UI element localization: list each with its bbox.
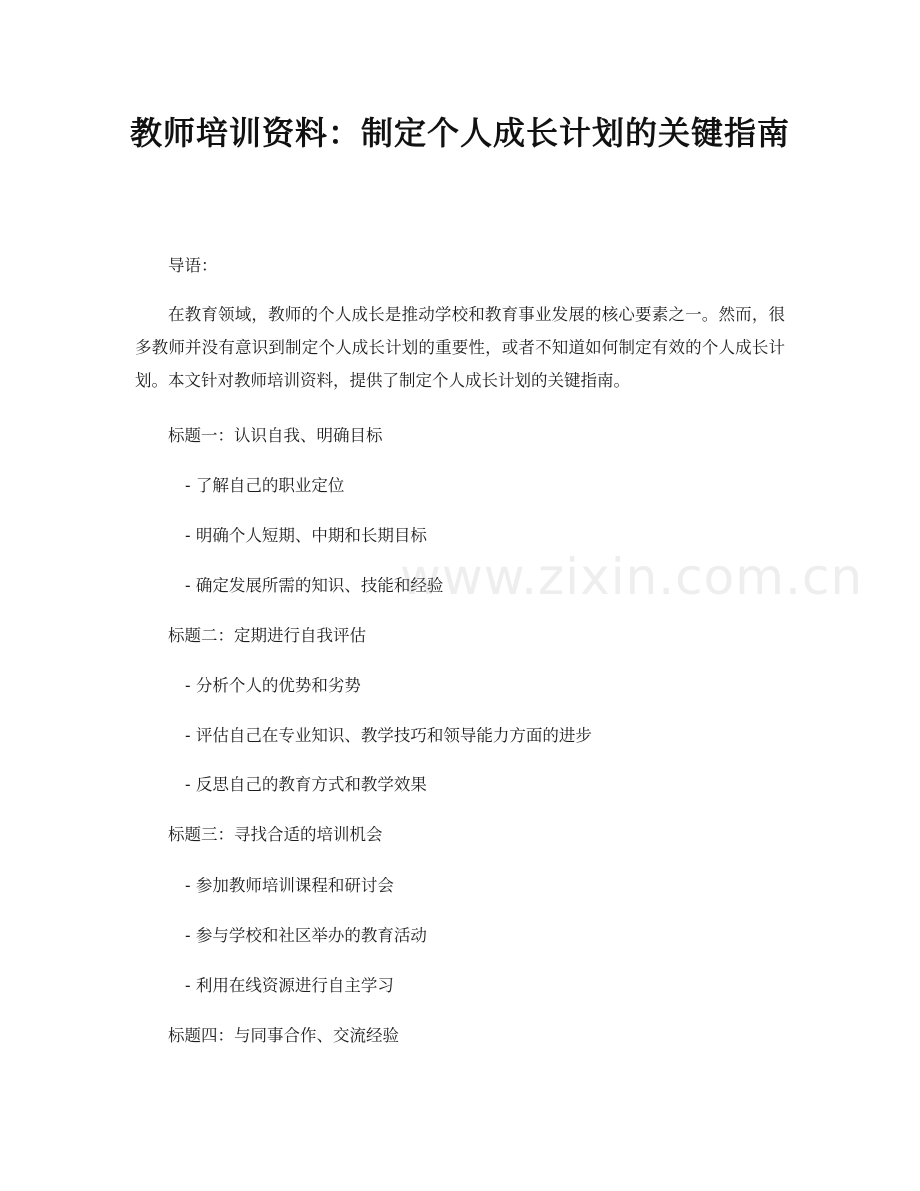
intro-paragraph: 在教育领域，教师的个人成长是推动学校和教育事业发展的核心要素之一。然而，很多教师并没有意识到制定个人成长计划的重要性，或者不知道如何制定有效的个人成长计划。本文针对教师培训资料，提供了制定个人成长计划的关键指南。 [135, 305, 785, 390]
section-heading: 标题四：与同事合作、交流经验 [168, 1026, 399, 1045]
list-item: - 分析个人的优势和劣势 [185, 676, 361, 695]
list-item: - 确定发展所需的知识、技能和经验 [185, 576, 444, 595]
list-item: - 了解自己的职业定位 [185, 476, 345, 495]
intro-label: 导语： [168, 256, 218, 275]
list-item: - 反思自己的教育方式和教学效果 [185, 775, 427, 794]
document-title: 教师培训资料：制定个人成长计划的关键指南 [129, 114, 790, 152]
list-item: - 参加教师培训课程和研讨会 [185, 876, 394, 895]
section-heading: 标题二：定期进行自我评估 [168, 626, 366, 645]
list-item: - 利用在线资源进行自主学习 [185, 976, 394, 995]
section-heading: 标题三：寻找合适的培训机会 [168, 825, 383, 844]
list-item: - 评估自己在专业知识、教学技巧和领导能力方面的进步 [185, 726, 592, 745]
watermark: www.zixin.com.cn [400, 548, 864, 606]
list-item: - 参与学校和社区举办的教育活动 [185, 926, 427, 945]
list-item: - 明确个人短期、中期和长期目标 [185, 526, 427, 545]
section-heading: 标题一：认识自我、明确目标 [168, 426, 383, 445]
